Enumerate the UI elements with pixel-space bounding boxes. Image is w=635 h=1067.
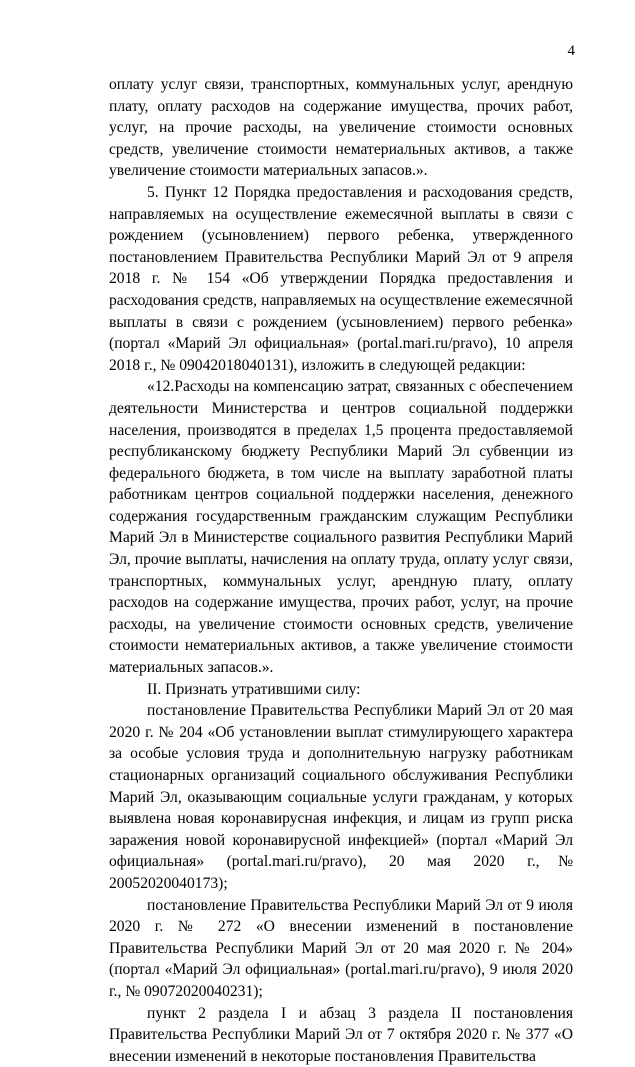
paragraph-continuation: оплату услуг связи, транспортных, коммунальных услуг, арендную плату, оплату расходов на содержание имущества, прочих работ, услуг, на прочие расходы, на увеличение стоимости основных средств, увеличение стоимости нематериальных активов, а также увеличение стоимости материальных запасов.». — [109, 76, 573, 180]
paragraph-quoted-item-12: «12.Расходы на компенсацию затрат, связанных с обеспечением деятельности Министерства и центров социальной поддержки населения, производятся в пределах 1,5 процента предоставляемой республиканскому бюджету Республики Марий Эл субвенции из федерального бюджета, в том числе на выплату заработной платы работникам центров социальной поддержки населения, денежного содержания государственным гражданским служащим Республики Марий Эл в Министерстве социального развития Республики Марий Эл, прочие выплаты, начисления на оплату труда, оплату услуг связи, транспортных, коммунальных услуг, арендную плату, оплату расходов на содержание имущества, прочих работ, услуг, на прочие расходы, на увеличение стоимости основных средств, увеличение стоимости нематериальных активов, а также увеличение стоимости материальных запасов.». — [109, 378, 573, 677]
paragraph-resolution-204: постановление Правительства Республики Марий Эл от 20 мая 2020 г. № 204 «Об установлении выплат стимулирующего характера за особые условия труда и дополнительную нагрузку работникам стационарных организаций социального обслуживания Республики Марий Эл, оказывающим социальные услуги гражданам, у которых выявлена новая коронавирусная инфекция, и лицам из групп риска заражения новой коронавирусной инфекцией» (портал «Марий Эл официальная» (portal.mari.ru/pravo), 20 мая 2020 г.,№ 20052020040173); — [109, 702, 573, 892]
paragraph-resolution-272: постановление Правительства Республики Марий Эл от 9 июля 2020 г. № 272 «О внесении изменений в постановление Правительства Республики Марий Эл от 20 мая 2020 г. № 204» (портал «Марий Эл официальная» (portal.mari.ru/pravo), 9 июля 2020 г., № 09072020040231); — [109, 896, 573, 1000]
paragraph-item-5: 5. Пункт 12 Порядка предоставления и расходования средств, направляемых на осуществление ежемесячной выплаты в связи с рождением (усыновлением) первого ребенка, утвержденного постановлением Правительства Республики Марий Эл от 9 апреля 2018 г. № 154 «Об утверждении Порядка предоставления и расходования средств, направляемых на осуществление ежемесячной выплаты в связи с рождением (усыновлением) первого ребенка» (портал «Марий Эл официальная» (portal.mari.ru/pravo), 10 апреля 2018 г., № 09042018040131), изложить в следующей редакции: — [109, 183, 573, 374]
paragraph-section-2-heading: II. Признать утратившими силу: — [147, 680, 361, 698]
paragraph-resolution-377: пункт 2 раздела I и абзац 3 раздела II постановления Правительства Республики Марий Эл от 7 октября 2020 г. № 377 «О внесении изменений в некоторые постановления Правительства — [109, 1004, 573, 1065]
page-number: 4 — [567, 43, 575, 59]
document-body — [109, 74, 573, 1067]
